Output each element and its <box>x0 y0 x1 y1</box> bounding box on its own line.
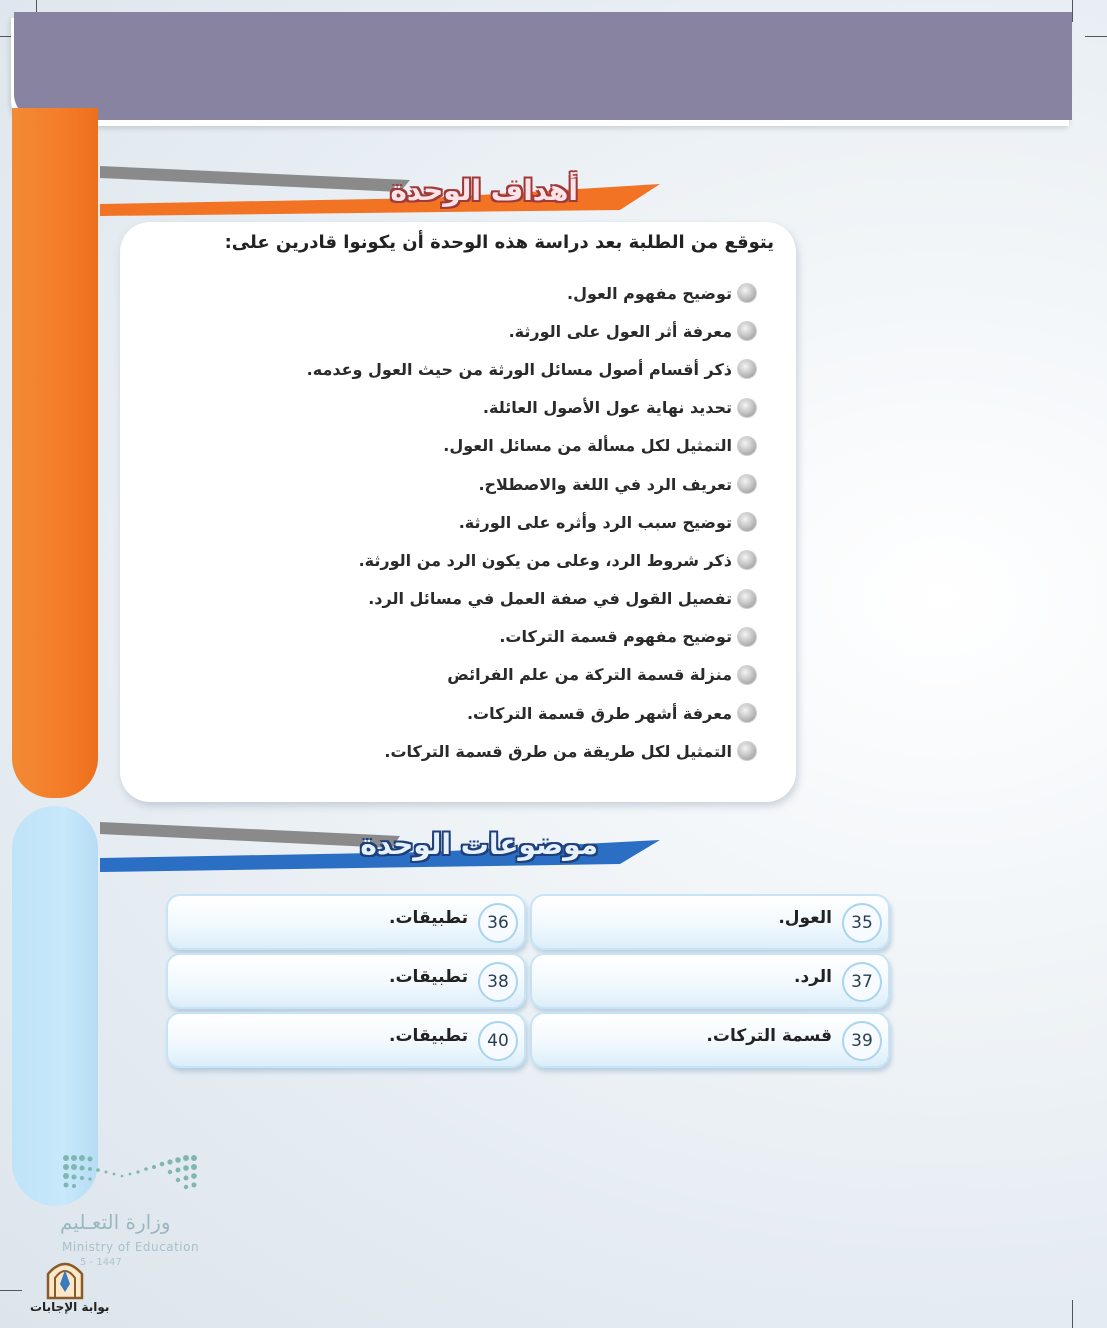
topic-number: 37 <box>842 962 882 1002</box>
goal-text: التمثيل لكل طريقة من طرق قسمة التركات. <box>384 741 732 761</box>
crop-mark <box>1072 0 1073 22</box>
bullet-icon <box>738 475 756 493</box>
goals-title: أهداف الوحدة <box>390 174 578 207</box>
topic-number: 40 <box>478 1021 518 1061</box>
goal-item <box>307 656 756 694</box>
crop-mark <box>1072 1300 1073 1328</box>
topic-label: تطبيقات. <box>389 967 468 987</box>
bullet-icon <box>738 437 756 455</box>
topic-card[interactable] <box>530 1012 890 1068</box>
bullet-icon <box>738 513 756 531</box>
goal-item <box>307 427 756 465</box>
crop-mark <box>1085 36 1107 37</box>
goal-item <box>307 541 756 579</box>
goals-intro: يتوقع من الطلبة بعد دراسة هذه الوحدة أن يكونوا قادرين على: <box>224 232 774 253</box>
goal-text: توضيح سبب الرد وأثره على الورثة. <box>458 512 732 532</box>
goals-box <box>120 222 796 802</box>
topic-number: 35 <box>842 903 882 943</box>
goal-text: التمثيل لكل مسألة من مسائل العول. <box>443 436 732 456</box>
topic-card[interactable] <box>166 953 526 1009</box>
goal-text: تعريف الرد في اللغة والاصطلاح. <box>478 474 732 494</box>
topic-card[interactable] <box>530 953 890 1009</box>
top-banner <box>14 12 1072 120</box>
topic-label: تطبيقات. <box>389 1026 468 1046</box>
portal-logo-icon <box>44 1256 86 1300</box>
goal-item <box>307 389 756 427</box>
side-tab-orange <box>12 108 98 798</box>
goal-text: توضيح مفهوم العول. <box>567 283 732 303</box>
ministry-name-ar: وزارة التعـليم <box>60 1210 171 1234</box>
side-tab-blue <box>12 806 98 1206</box>
topic-card[interactable] <box>530 894 890 950</box>
goal-item <box>307 350 756 388</box>
bullet-icon <box>738 360 756 378</box>
topic-number: 39 <box>842 1021 882 1061</box>
ministry-name-en: Ministry of Education <box>62 1240 200 1254</box>
goal-item <box>307 732 756 770</box>
goal-item <box>307 694 756 732</box>
topic-card[interactable] <box>166 1012 526 1068</box>
bullet-icon <box>738 551 756 569</box>
goal-item <box>307 465 756 503</box>
goal-text: معرفة أشهر طرق قسمة التركات. <box>466 703 732 723</box>
goal-text: توضيح مفهوم قسمة التركات. <box>499 627 732 647</box>
goal-text: منزلة قسمة التركة من علم الفرائض <box>447 665 732 685</box>
topic-label: الرد. <box>794 967 832 987</box>
topic-number: 38 <box>478 962 518 1002</box>
bullet-icon <box>738 628 756 646</box>
bullet-icon <box>738 284 756 302</box>
goals-list <box>307 274 756 770</box>
goal-item <box>307 580 756 618</box>
goal-text: ذكر أقسام أصول مسائل الورثة من حيث العول وعدمه. <box>306 359 732 379</box>
topics-title: موضوعات الوحدة <box>360 828 598 861</box>
ministry-logo-icon <box>60 1152 200 1202</box>
goal-text: تفصيل القول في صفة العمل في مسائل الرد. <box>368 589 732 609</box>
bullet-icon <box>738 322 756 340</box>
topic-card[interactable] <box>166 894 526 950</box>
crop-mark <box>0 1290 22 1291</box>
portal-name: بوابة الإجابات <box>30 1300 110 1314</box>
topic-label: تطبيقات. <box>389 908 468 928</box>
bullet-icon <box>738 590 756 608</box>
topics-header <box>100 818 660 878</box>
bullet-icon <box>738 704 756 722</box>
goal-item <box>307 618 756 656</box>
goal-item <box>307 503 756 541</box>
goal-text: معرفة أثر العول على الورثة. <box>508 321 732 341</box>
bullet-icon <box>738 399 756 417</box>
bullet-icon <box>738 742 756 760</box>
bullet-icon <box>738 666 756 684</box>
goal-item <box>307 312 756 350</box>
goal-text: تحديد نهاية عول الأصول العائلة. <box>482 398 732 418</box>
ministry-year: 5 - 1447 <box>80 1257 122 1268</box>
goal-text: ذكر شروط الرد، وعلى من يكون الرد من الورثة. <box>358 550 732 570</box>
goal-item <box>307 274 756 312</box>
topic-label: العول. <box>778 908 832 928</box>
topic-number: 36 <box>478 903 518 943</box>
topic-label: قسمة التركات. <box>706 1026 832 1046</box>
goals-header <box>100 160 660 220</box>
